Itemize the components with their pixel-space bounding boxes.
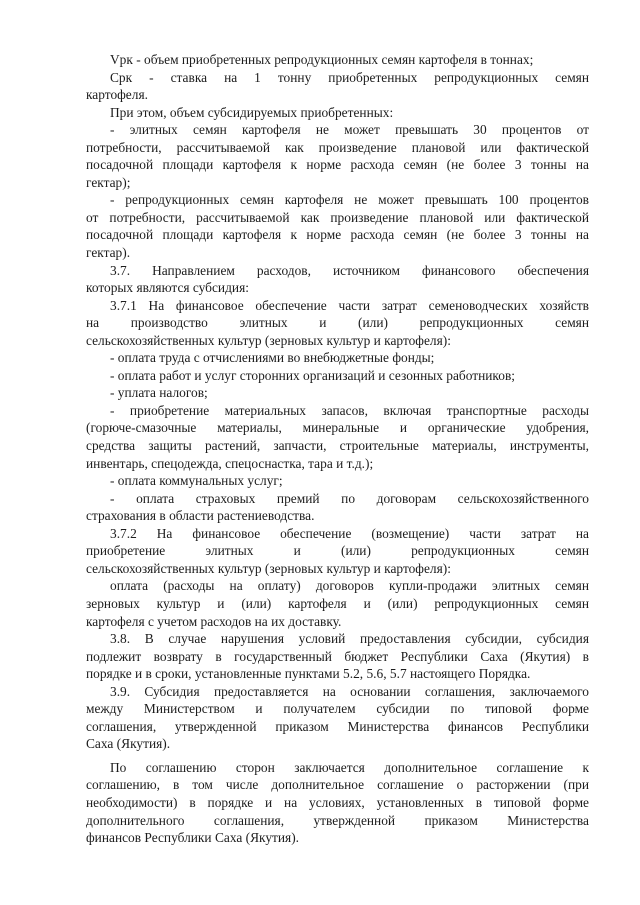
text-line: - элитных семян картофеля не может превышать 30 процентов от: [110, 122, 589, 138]
text-line: дополнительного соглашения, утвержденной приказом Министерства: [86, 812, 589, 828]
text-line: гектар);: [86, 174, 131, 190]
text-line: - оплата труда с отчислениями во внебюджетные фонды;: [110, 350, 435, 366]
text-line: порядке и в сроки, установленные пунктами 5.2, 5.6, 5.7 настоящего Порядка.: [86, 666, 531, 682]
text-line: посадочной площади картофеля к норме расхода семян (не более 3 тонны на: [86, 227, 589, 243]
text-line: зерновых культур и (или) картофеля и (или) репродукционных семян: [86, 595, 589, 611]
text-line: (горюче-смазочные материалы, минеральные и органические удобрения,: [86, 420, 589, 436]
text-line: - оплата страховых премий по договорам сельскохозяйственного: [110, 490, 589, 506]
text-line: 3.7. Направлением расходов, источником финансового обеспечения: [110, 262, 589, 278]
text-line: картофеля с учетом расходов на их доставку.: [86, 613, 342, 629]
text-line: 3.7.2 На финансовое обеспечение (возмещение) части затрат на: [110, 525, 589, 541]
text-line: потребности, рассчитываемой как произведение плановой или фактической: [86, 139, 589, 155]
text-line: 3.8. В случае нарушения условий предоставления субсидии, субсидия: [110, 631, 589, 647]
text-line: При этом, объем субсидируемых приобретенных:: [110, 104, 394, 120]
text-line: оплата (расходы на оплату) договоров купли-продажи элитных семян: [110, 578, 589, 594]
text-line: страхования в области растениеводства.: [86, 508, 315, 524]
text-line: - приобретение материальных запасов, включая транспортные расходы: [110, 402, 589, 418]
text-line: По соглашению сторон заключается дополнительное соглашение к: [110, 759, 589, 775]
text-line: 3.9. Субсидия предоставляется на основании соглашения, заключаемого: [110, 683, 589, 699]
text-line: между Министерством и получателем субсидии по типовой форме: [86, 701, 589, 717]
text-line: картофеля.: [86, 87, 148, 103]
text-line: подлежит возврату в государственный бюджет Республики Саха (Якутия) в: [86, 648, 589, 664]
document-text: [86, 51, 589, 847]
text-line: средства защиты растений, запчасти, строительные материалы, инструменты,: [86, 438, 589, 454]
text-line: посадочной площади картофеля к норме расхода семян (не более 3 тонны на: [86, 157, 589, 173]
text-line: - репродукционных семян картофеля не может превышать 100 процентов: [110, 192, 589, 208]
text-line: финансов Республики Саха (Якутия).: [86, 830, 300, 846]
text-line: инвентарь, спецодежда, спецоснастка, тара и т.д.);: [86, 455, 374, 471]
text-line: - уплата налогов;: [110, 385, 208, 401]
text-line: 3.7.1 На финансовое обеспечение части затрат семеноводческих хозяйств: [110, 297, 589, 313]
text-line: гектар).: [86, 245, 131, 261]
text-line: Vрк - объем приобретенных репродукционных семян картофеля в тоннах;: [110, 52, 534, 67]
text-line: соглашения, утвержденной приказом Министерства финансов Республики: [86, 718, 589, 734]
text-line: Срк - ставка на 1 тонну приобретенных репродукционных семян: [110, 69, 589, 85]
text-line: которых являются субсидия:: [86, 280, 249, 296]
text-line: на производство элитных и (или) репродукционных семян: [86, 315, 589, 331]
text-line: - оплата работ и услуг сторонних организаций и сезонных работников;: [110, 367, 516, 383]
text-line: сельскохозяйственных культур (зерновых культур и картофеля):: [86, 560, 451, 576]
text-line: сельскохозяйственных культур (зерновых культур и картофеля):: [86, 332, 451, 348]
text-line: от потребности, рассчитываемой как произведение плановой или фактической: [86, 209, 589, 225]
text-line: - оплата коммунальных услуг;: [110, 473, 283, 489]
text-line: Саха (Якутия).: [86, 736, 171, 752]
text-line: необходимости) в порядке и на условиях, установленных в типовой форме: [86, 794, 589, 810]
text-line: соглашению, в том числе дополнительное соглашение о расторжении (при: [86, 777, 589, 793]
text-line: приобретение элитных и (или) репродукционных семян: [86, 543, 589, 559]
